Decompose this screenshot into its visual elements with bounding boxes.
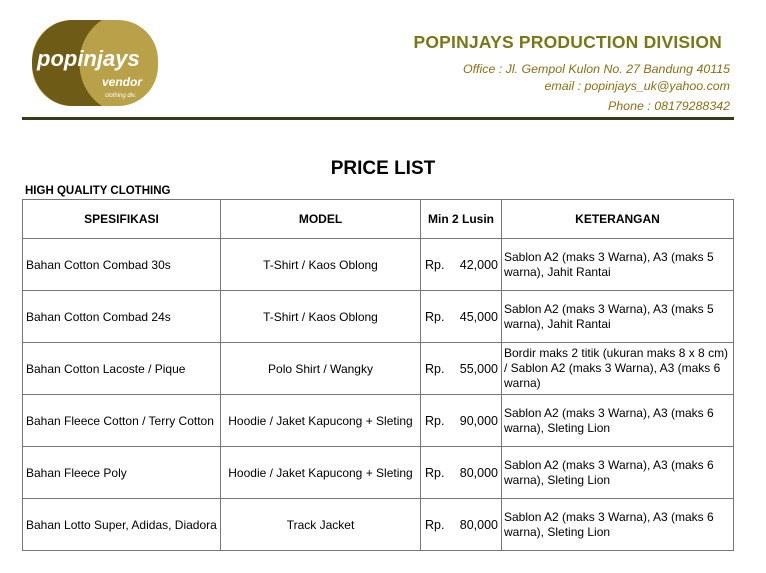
spec-cell: Bahan Fleece Cotton / Terry Cotton (23, 395, 221, 447)
spec-cell: Bahan Fleece Poly (23, 447, 221, 499)
section-subtitle: HIGH QUALITY CLOTHING (25, 185, 171, 197)
spec-cell: Bahan Cotton Lacoste / Pique (23, 343, 221, 395)
header-price: Min 2 Lusin (421, 200, 502, 239)
model-cell: Hoodie / Jaket Kapucong + Sleting (221, 395, 421, 447)
keterangan-cell: Sablon A2 (maks 3 Warna), A3 (maks 5 warna), Jahit Rantai (502, 239, 734, 291)
header-model: MODEL (221, 200, 421, 239)
price-value: 55,000 (459, 361, 498, 376)
table-header-row (23, 200, 734, 239)
model-cell: T-Shirt / Kaos Oblong (221, 239, 421, 291)
price-value: 80,000 (459, 465, 498, 480)
page-title: PRICE LIST (330, 158, 436, 179)
logo-sub: vendor (102, 75, 143, 89)
currency-label: Rp. (425, 361, 445, 376)
model-cell: T-Shirt / Kaos Oblong (221, 291, 421, 343)
price-value: 45,000 (459, 309, 498, 324)
table-row (23, 343, 734, 395)
header-divider (22, 117, 734, 120)
table-row (23, 447, 734, 499)
email-address: email : popinjays_uk@yahoo.com (544, 79, 730, 93)
price-cell (421, 343, 502, 395)
logo-brand: popinjays (37, 46, 140, 71)
price-cell (421, 499, 502, 551)
spec-cell: Bahan Cotton Combad 24s (23, 291, 221, 343)
office-address: Office : Jl. Gempol Kulon No. 27 Bandung 40115 (462, 62, 730, 76)
currency-label: Rp. (425, 257, 445, 272)
table-row (23, 395, 734, 447)
header-keterangan: KETERANGAN (502, 200, 734, 239)
price-table (22, 199, 734, 551)
keterangan-cell: Bordir maks 2 titik (ukuran maks 8 x 8 cm) / Sablon A2 (maks 3 Warna), A3 (maks 6 warna) (502, 343, 734, 395)
price-value: 42,000 (459, 257, 498, 272)
spec-cell: Bahan Lotto Super, Adidas, Diadora (23, 499, 221, 551)
table-row (23, 291, 734, 343)
keterangan-cell: Sablon A2 (maks 3 Warna), A3 (maks 6 warna), Sleting Lion (502, 499, 734, 551)
price-cell (421, 395, 502, 447)
logo-tagline: clothing div. (105, 93, 137, 99)
table-row (23, 499, 734, 551)
currency-label: Rp. (425, 465, 445, 480)
keterangan-cell: Sablon A2 (maks 3 Warna), A3 (maks 6 warna), Sleting Lion (502, 395, 734, 447)
model-cell: Polo Shirt / Wangky (221, 343, 421, 395)
price-value: 80,000 (459, 517, 498, 532)
keterangan-cell: Sablon A2 (maks 3 Warna), A3 (maks 5 warna), Jahit Rantai (502, 291, 734, 343)
currency-label: Rp. (425, 309, 445, 324)
keterangan-cell: Sablon A2 (maks 3 Warna), A3 (maks 6 warna), Sleting Lion (502, 447, 734, 499)
price-cell (421, 239, 502, 291)
model-cell: Hoodie / Jaket Kapucong + Sleting (221, 447, 421, 499)
spec-cell: Bahan Cotton Combad 30s (23, 239, 221, 291)
currency-label: Rp. (425, 413, 445, 428)
table-row (23, 239, 734, 291)
currency-label: Rp. (425, 517, 445, 532)
popinjays-logo (32, 20, 158, 106)
price-cell (421, 447, 502, 499)
phone-number: Phone : 08179288342 (608, 99, 730, 113)
price-cell (421, 291, 502, 343)
price-value: 90,000 (459, 413, 498, 428)
company-name: POPINJAYS PRODUCTION DIVISION (413, 32, 722, 52)
header-spesifikasi: SPESIFIKASI (23, 200, 221, 239)
model-cell: Track Jacket (221, 499, 421, 551)
